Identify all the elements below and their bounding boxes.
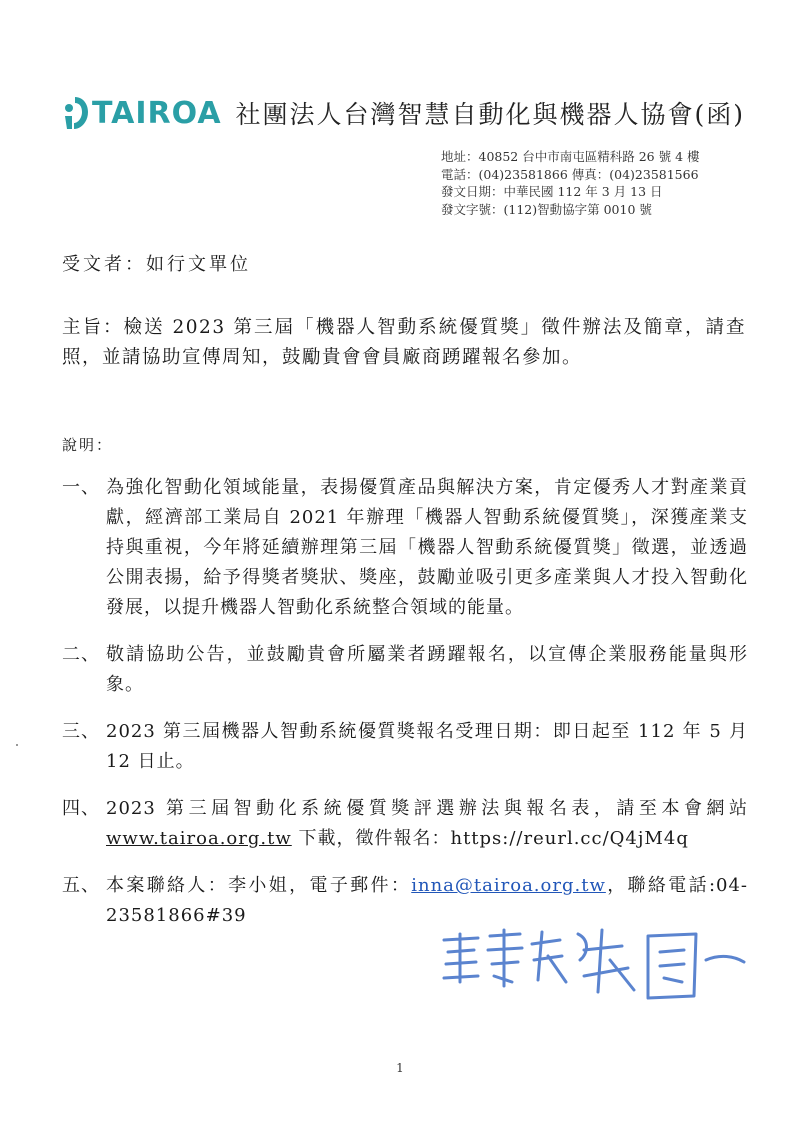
- document-number: 發文字號：(112)智動協字第 0010 號: [441, 201, 652, 217]
- chairman-signature-stamp: [438, 920, 748, 1010]
- item-text-after: 下載，徵件報名：https://reurl.cc/Q4jM4q: [291, 828, 689, 849]
- scan-artifact: [16, 744, 18, 746]
- organization-name: 社團法人台灣智慧自動化與機器人協會(函): [235, 100, 746, 129]
- item-number: 五、: [62, 875, 100, 896]
- list-item: [62, 717, 748, 777]
- logo-text: TAIROA: [92, 95, 222, 131]
- item-number: 四、: [62, 798, 100, 819]
- item-number: 二、: [62, 644, 100, 665]
- address: 地址：40852 台中市南屯區精科路 26 號 4 樓: [441, 149, 700, 164]
- list-item: [62, 794, 748, 854]
- item-text-after: ，聯絡電話:04-23581866#39: [106, 875, 748, 926]
- item-number: 三、: [62, 721, 100, 742]
- item-text-before: 本案聯絡人：李小姐，電子郵件：: [106, 875, 412, 896]
- item-text: 2023 第三屆機器人智動系統優質獎報名受理日期：即日起至 112 年 5 月 12 日止。: [106, 721, 748, 772]
- explanation-list: [62, 473, 748, 948]
- page-number: 1: [396, 1061, 404, 1075]
- letterhead: [60, 95, 745, 131]
- issue-date: 發文日期：中華民國 112 年 3 月 13 日: [441, 184, 663, 199]
- explanation-label: 說明：: [62, 436, 114, 454]
- email-link[interactable]: inna@tairoa.org.tw: [411, 875, 606, 896]
- recipient: 受文者：如行文單位: [62, 254, 251, 275]
- phone-fax: 電話：(04)23581866 傳真：(04)23581566: [441, 166, 699, 182]
- list-item: [62, 640, 748, 700]
- item-text: 敬請協助公告，並鼓勵貴會所屬業者踴躍報名，以宣傳企業服務能量與形象。: [106, 644, 748, 695]
- subject: 主旨：檢送 2023 第三屆「機器人智動系統優質獎」徵件辦法及簡章，請查照，並請協助宣傳周知，鼓勵貴會會員廠商踴躍報名參加。: [62, 317, 746, 368]
- item-text-before: 2023 第三屆智動化系統優質獎評選辦法與報名表，請至本會網站: [106, 798, 748, 819]
- tairoa-logo-icon: [60, 95, 90, 131]
- document-info: [441, 148, 700, 218]
- item-text: 為強化智動化領域能量，表揚優質產品與解決方案，肯定優秀人才對產業貢獻，經濟部工業局自 2021 年辦理「機器人智動系統優質獎」，深獲產業支持與重視，今年將延續辦理第三屆「機器人智動系統優質獎」徵選，並透過公開表揚，給予得獎者獎狀、獎座，鼓勵並吸引更多產業與人才投入智動化發展，以提升機器人智動化系統整合領域的能量。: [106, 477, 748, 618]
- item-text: [106, 794, 748, 854]
- item-number: 一、: [62, 477, 100, 498]
- list-item: [62, 473, 748, 623]
- website-link[interactable]: www.tairoa.org.tw: [106, 828, 292, 849]
